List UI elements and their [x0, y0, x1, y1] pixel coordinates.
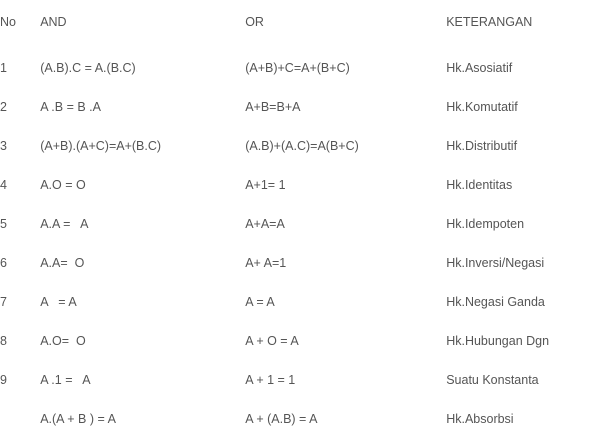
row-no: 9: [0, 372, 7, 387]
row-and: A.A= O: [40, 255, 85, 270]
table-row: [0, 321, 603, 360]
table-row: [0, 126, 603, 165]
row-no: 7: [0, 294, 7, 309]
row-or: A+A=A: [245, 216, 285, 231]
table-row: [0, 360, 603, 399]
header-or: OR: [245, 15, 264, 29]
row-keterangan: Hk.Inversi/Negasi: [446, 255, 545, 270]
row-keterangan: Hk.Distributif: [446, 138, 518, 153]
table-row: [0, 243, 603, 282]
row-or: (A+B)+C=A+(B+C): [245, 60, 350, 75]
row-or: A = A: [245, 294, 275, 309]
row-no: 4: [0, 177, 7, 192]
row-no: 2: [0, 99, 7, 114]
row-no: 5: [0, 216, 7, 231]
table-row: [0, 204, 603, 243]
row-or: A+ A=1: [245, 255, 287, 270]
row-keterangan: Hk.Idempoten: [446, 216, 525, 231]
table-row: [0, 282, 603, 321]
table-header-row: [0, 0, 603, 48]
table-row: [0, 87, 603, 126]
row-no: [0, 399, 40, 438]
header-and: AND: [40, 15, 67, 29]
row-or: A + 1 = 1: [245, 372, 296, 387]
header-no: No: [0, 15, 16, 29]
row-or: A+1= 1: [245, 177, 286, 192]
row-and: A .B = B .A: [40, 99, 101, 114]
row-or: A+B=B+A: [245, 99, 301, 114]
row-no: 3: [0, 138, 7, 153]
row-keterangan: Hk.Komutatif: [446, 99, 518, 114]
row-and: A.A = A: [40, 216, 89, 231]
table-row: [0, 399, 603, 438]
row-keterangan: Suatu Konstanta: [446, 372, 539, 387]
row-and: (A+B).(A+C)=A+(B.C): [40, 138, 162, 153]
row-or: A + (A.B) = A: [245, 411, 318, 426]
row-and: A.O= O: [40, 333, 86, 348]
row-keterangan: Hk.Identitas: [446, 177, 513, 192]
row-no: 8: [0, 333, 7, 348]
row-and: A = A: [40, 294, 77, 309]
row-and: A.O = O: [40, 177, 86, 192]
row-keterangan: Hk.Asosiatif: [446, 60, 513, 75]
row-keterangan: Hk.Negasi Ganda: [446, 294, 545, 309]
row-no: 1: [0, 60, 7, 75]
row-keterangan: Hk.Hubungan Dgn: [446, 333, 550, 348]
table-row: [0, 48, 603, 87]
row-keterangan: Hk.Absorbsi: [446, 411, 514, 426]
row-or: (A.B)+(A.C)=A(B+C): [245, 138, 359, 153]
row-and: A.(A + B ) = A: [40, 411, 116, 426]
header-keterangan: KETERANGAN: [446, 15, 533, 29]
table-row: [0, 165, 603, 204]
row-or: A + O = A: [245, 333, 299, 348]
row-no: 6: [0, 255, 7, 270]
row-and: A .1 = A: [40, 372, 91, 387]
row-and: (A.B).C = A.(B.C): [40, 60, 136, 75]
